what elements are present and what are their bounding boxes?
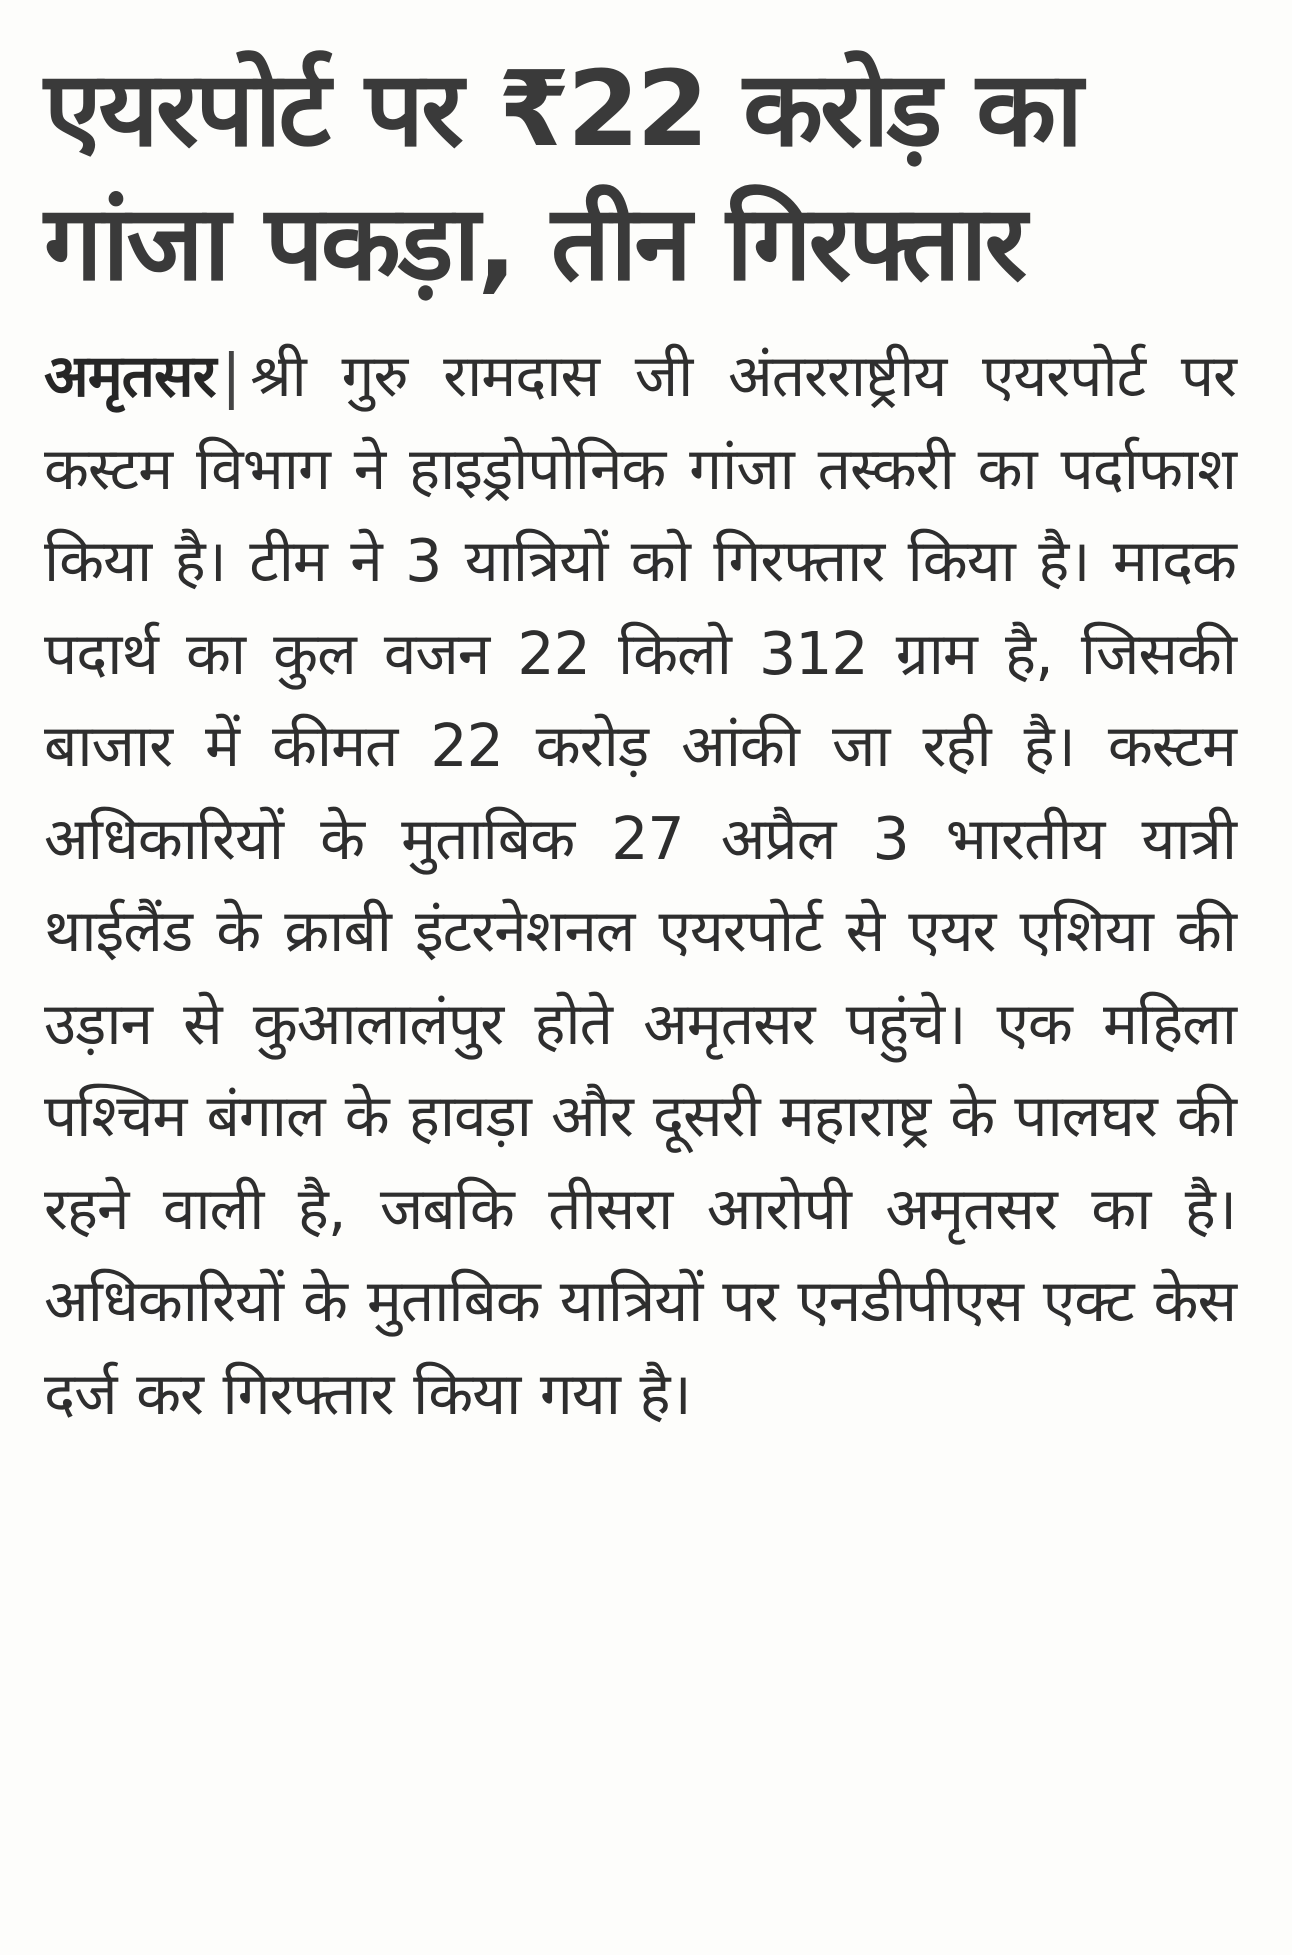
headline-line-2: गांजा पकड़ा, तीन गिरफ्तार bbox=[44, 182, 1025, 304]
headline-line-1: एयरपोर्ट पर ₹22 करोड़ का bbox=[44, 48, 1081, 170]
headline bbox=[44, 42, 1236, 310]
dateline: अमृतसर bbox=[44, 342, 216, 410]
article-text: श्री गुरु रामदास जी अंतरराष्ट्रीय एयरपोर्ट पर कस्टम विभाग ने हाइड्रोपोनिक गांजा तस्करी का पर्दाफाश किया है। टीम ने 3 यात्रियों को गिरफ्तार किया है। मादक पदार्थ का कुल वजन 22 किलो 312 ग्राम है, जिसकी बाजार में कीमत 22 करोड़ आंकी जा रही है। कस्टम अधिकारियों के मुताबिक 27 अप्रैल 3 भारतीय यात्री थाईलैंड के क्राबी इंटरनेशनल एयरपोर्ट से एयर एशिया की उड़ान से कुआलालंपुर होते अमृतसर पहुंचे। एक महिला पश्चिम बंगाल के हावड़ा और दूसरी महाराष्ट्र के पालघर की रहने वाली है, जबकि तीसरा आरोपी अमृतसर का है। अधिकारियों के मुताबिक यात्रियों पर एनडीपीएस एक्ट केस दर्ज कर गिरफ्तार किया गया है। bbox=[44, 342, 1236, 1428]
article-body bbox=[44, 330, 1236, 1440]
dateline-separator: | bbox=[221, 342, 241, 410]
